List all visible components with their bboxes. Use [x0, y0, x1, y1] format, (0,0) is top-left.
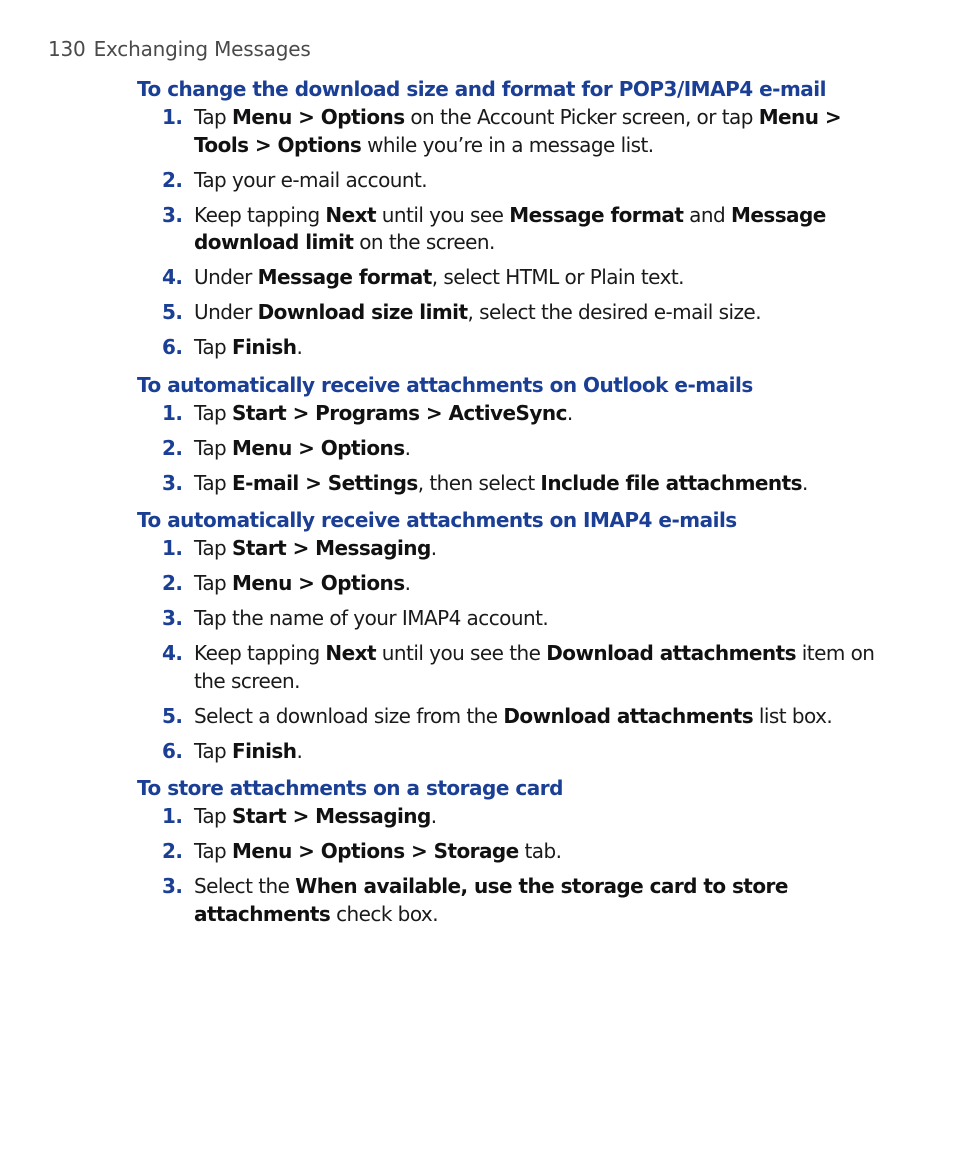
ui-term: Message download limit — [194, 202, 826, 254]
section-heading: To store attachments on a storage card — [137, 776, 563, 800]
step-number: 2. — [162, 435, 183, 460]
step-item — [137, 334, 877, 362]
step-number: 3. — [162, 470, 183, 495]
step-number: 2. — [162, 571, 183, 595]
ui-term: Start > Messaging — [232, 536, 431, 560]
step-text: until you see the — [375, 641, 547, 665]
ui-term: Start > Programs > ActiveSync — [232, 400, 567, 425]
step-text: Tap — [194, 536, 233, 560]
step-text: while you’re in a message list. — [361, 132, 654, 157]
step-text: . — [404, 571, 411, 595]
main-content — [137, 76, 877, 938]
ui-term: Include file attachments — [540, 470, 802, 495]
ui-term: When available, use the storage card to store attachments — [194, 874, 788, 926]
step-number: 5. — [162, 703, 183, 728]
step-text: . — [404, 435, 411, 460]
ui-term: Menu > Options — [232, 435, 405, 460]
section-heading: To automatically receive attachments on IMAP4 e-mails — [137, 508, 737, 532]
step-text: . — [430, 804, 437, 828]
step-item — [137, 605, 877, 633]
step-text: , select the desired e-mail size. — [467, 300, 761, 324]
step-number: 3. — [162, 202, 183, 227]
step-text: Select a download size from the — [194, 703, 504, 728]
step-number: 5. — [162, 300, 183, 324]
step-number: 4. — [162, 641, 183, 665]
page-number: 130 — [48, 37, 86, 61]
step-item — [137, 167, 877, 195]
procedure-section — [137, 775, 877, 928]
step-item — [137, 400, 877, 428]
step-number: 3. — [162, 874, 183, 898]
step-text: Tap — [194, 400, 233, 425]
step-number: 1. — [162, 804, 183, 828]
step-item — [137, 738, 877, 766]
step-text: Tap — [194, 571, 233, 595]
step-number: 2. — [162, 167, 183, 192]
step-text: until you see — [375, 202, 510, 227]
step-text: . — [296, 335, 303, 359]
ui-term: Finish — [232, 738, 297, 763]
ui-term: Menu > Options > Storage — [232, 839, 519, 863]
step-item — [137, 838, 877, 866]
step-text: and — [683, 202, 731, 227]
step-text: Keep tapping — [194, 202, 326, 227]
procedure-section — [137, 372, 877, 498]
step-text: , select HTML or Plain text. — [431, 265, 684, 289]
step-text: , then select — [417, 470, 541, 495]
step-item — [137, 570, 877, 598]
step-text: check box. — [330, 901, 438, 926]
step-number: 3. — [162, 606, 183, 630]
step-number: 6. — [162, 738, 183, 763]
step-item — [137, 873, 877, 928]
step-number: 1. — [162, 400, 183, 425]
ui-term: E-mail > Settings — [232, 470, 418, 495]
step-text: . — [296, 738, 303, 763]
step-number: 6. — [162, 335, 183, 359]
ui-term: Next — [325, 202, 376, 227]
step-item — [137, 535, 877, 563]
ui-term: Download attachments — [503, 703, 754, 728]
step-text: Tap — [194, 470, 233, 495]
ui-term: Menu > Options — [232, 571, 405, 595]
ui-term: Finish — [232, 335, 297, 359]
step-text: . — [566, 400, 573, 425]
ui-term: Message format — [257, 265, 432, 289]
step-text: Tap — [194, 839, 233, 863]
step-text: . — [801, 470, 808, 495]
ui-term: Menu > Options — [232, 105, 405, 129]
ui-term: Message format — [509, 202, 684, 227]
step-item — [137, 435, 877, 463]
step-text: Tap the name of your IMAP4 account. — [194, 606, 549, 630]
step-number: 4. — [162, 265, 183, 289]
step-text: Tap — [194, 105, 233, 129]
ui-term: Next — [325, 641, 376, 665]
step-text: Tap your e-mail account. — [194, 167, 428, 192]
ui-term: Download size limit — [257, 300, 468, 324]
step-text: . — [430, 536, 437, 560]
step-list — [137, 535, 877, 765]
step-text: tab. — [518, 839, 562, 863]
step-item — [137, 703, 877, 731]
ui-term: Menu > Tools > Options — [194, 105, 842, 157]
section-heading: To change the download size and format for POP3/IMAP4 e-mail — [137, 77, 827, 101]
procedure-section — [137, 507, 877, 765]
step-item — [137, 299, 877, 327]
step-item — [137, 640, 877, 695]
step-text: Select the — [194, 874, 296, 898]
running-header — [48, 37, 311, 61]
step-list — [137, 104, 877, 362]
procedure-section — [137, 76, 877, 362]
step-text: Under — [194, 300, 258, 324]
step-text: list box. — [753, 703, 833, 728]
step-text: Tap — [194, 435, 233, 460]
step-number: 1. — [162, 105, 183, 129]
step-text: Under — [194, 265, 258, 289]
step-item — [137, 803, 877, 831]
step-text: on the screen. — [353, 230, 495, 254]
step-item — [137, 470, 877, 498]
step-text: Tap — [194, 804, 233, 828]
step-item — [137, 202, 877, 257]
ui-term: Download attachments — [546, 641, 796, 665]
step-number: 1. — [162, 536, 183, 560]
step-item — [137, 264, 877, 292]
ui-term: Start > Messaging — [232, 804, 431, 828]
step-number: 2. — [162, 839, 183, 863]
chapter-title: Exchanging Messages — [93, 37, 311, 61]
step-text: item on the screen. — [194, 641, 875, 693]
step-text: Keep tapping — [194, 641, 326, 665]
step-text: on the Account Picker screen, or tap — [404, 105, 759, 129]
step-text: Tap — [194, 738, 233, 763]
step-item — [137, 104, 877, 159]
step-text: Tap — [194, 335, 233, 359]
step-list — [137, 400, 877, 498]
section-heading: To automatically receive attachments on Outlook e-mails — [137, 372, 753, 397]
step-list — [137, 803, 877, 928]
